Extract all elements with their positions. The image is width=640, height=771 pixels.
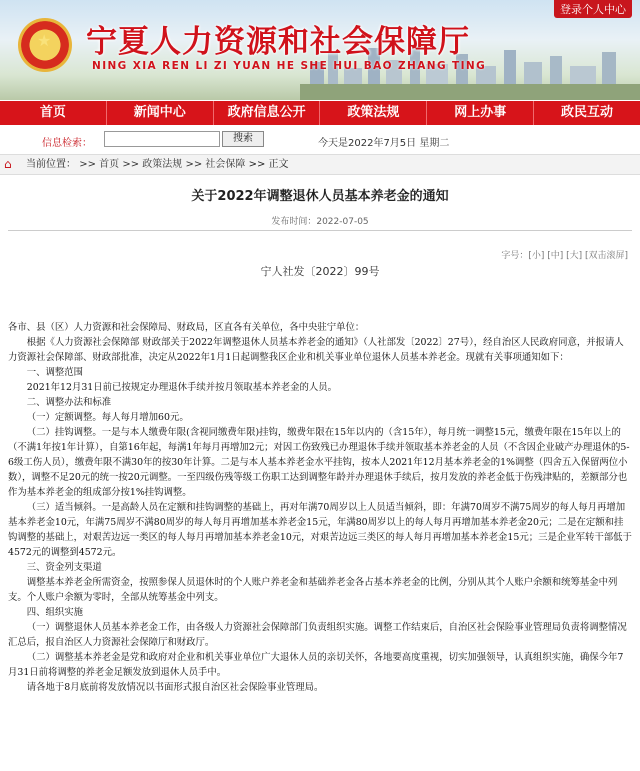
nav-item-news[interactable]: 新闻中心 — [107, 101, 214, 125]
paragraph: 调整基本养老金所需资金，按照参保人员退休时的个人账户养老金和基础养老金各占基本养老金的比例，分别从其个人账户余额和统筹基金中列支。个人账户余额为零时，全部从统筹基金中列支。 — [8, 577, 618, 603]
search-button[interactable]: 搜索 — [222, 131, 264, 147]
search-label: 信息检索： — [42, 138, 92, 149]
nav-item-home[interactable]: 首页 — [0, 101, 107, 125]
divider — [8, 230, 632, 231]
nav-item-policy[interactable]: 政策法规 — [320, 101, 427, 125]
home-icon: ⌂ — [4, 157, 12, 171]
site-pinyin: NING XIA REN LI ZI YUAN HE SHE HUI BAO ZHANG TING — [92, 60, 487, 72]
nav-item-gov-info[interactable]: 政府信息公开 — [214, 101, 321, 125]
section-heading: 二、调整办法和标准 — [26, 397, 112, 408]
main-nav — [0, 101, 640, 125]
font-size-tools[interactable]: 字号：[小] [中] [大] [双击滚屏] — [501, 251, 628, 261]
search-bar — [0, 128, 640, 152]
paragraph: 各市、县（区）人力资源和社会保障局、财政局，区直各有关单位，各中央驻宁单位： — [8, 322, 365, 333]
paragraph: （三）适当倾斜。一是高龄人员在定额和挂钩调整的基础上，再对年满70周岁以上人员适当倾斜，即：年满70周岁不满75周岁的每人每月再增加基本养老金10元，年满75周岁不满80周岁的每人每月再增加基本养老金15元，年满80周岁以上的每人每月再增加基本养老金20元；二是在定额和挂钩调整的基础上，对艰苦边远一类区的每人每月再增加基本养老金10元，对艰苦边远三类区的每人每月再增加基本养老金15元；三是企业军转干部低于4572元的调整到4572元。 — [8, 502, 632, 558]
paragraph: （二）挂钩调整。一是与本人缴费年限(含视同缴费年限)挂钩，缴费年限在15年以内的（含15年），每月统一调整15元，缴费年限在15年以上的（不满1年按1年计算），自第16年起，每满1年每月再增加2元；对因工伤致残已办理退休手续并领取基本养老金的人员（不含因企业破产办理退休的5-6级工伤人员），缴费年限不满30年的按30年计算。二是与本人基本养老金水平挂钩，按本人2021年12月基本养老金的1%调整（四舍五入保留两位小数），调整不足20元的统一按20元调整。一至四级伤残等级工伤职工达到调整年龄并办理退休手续后，按月发放的养老金低于伤残津贴的，差额部分也作为基本养老金的组成部分按1%挂钩调整。 — [8, 427, 630, 498]
site-title: 宁夏人力资源和社会保障厅 — [86, 24, 470, 60]
document-number: 宁人社发〔2022〕99号 — [260, 265, 380, 278]
nav-item-online-service[interactable]: 网上办事 — [427, 101, 534, 125]
paragraph: 请各地于8月底前将发放情况以书面形式报自治区社会保险事业管理局。 — [26, 682, 324, 693]
article-body — [8, 320, 632, 695]
breadcrumb-home[interactable]: >> 首页 — [79, 159, 120, 170]
breadcrumb-current: >> 正文 — [248, 159, 289, 170]
site-header — [0, 0, 640, 100]
section-heading: 三、资金列支渠道 — [26, 562, 102, 573]
article-title: 关于2022年调整退休人员基本养老金的通知 — [191, 189, 449, 204]
paragraph: （一）定额调整。每人每月增加60元。 — [26, 412, 189, 423]
breadcrumb — [0, 154, 640, 175]
breadcrumb-policy[interactable]: >> 政策法规 — [122, 159, 183, 170]
search-input[interactable] — [104, 131, 220, 147]
national-emblem-icon: ★ — [18, 18, 72, 72]
breadcrumb-prefix: 当前位置： — [26, 159, 76, 170]
paragraph: 根据《人力资源社会保障部 财政部关于2022年调整退休人员基本养老金的通知》（人社部发〔2022〕27号），经自治区人民政府同意，并报请人力资源社会保障部、财政部批准，决定从2022年1月1日起调整我区企业和机关事业单位退休人员基本养老金。现就有关事项通知如下： — [8, 337, 624, 363]
login-button[interactable]: 登录个人中心 — [554, 0, 632, 18]
paragraph: （二）调整基本养老金是党和政府对企业和机关事业单位广大退休人员的亲切关怀，各地要高度重视，切实加强领导，认真组织实施，确保今年7月31日前将调整的养老金足额发放到退休人员手中。 — [8, 652, 624, 678]
section-heading: 一、调整范围 — [26, 367, 84, 378]
nav-item-interaction[interactable]: 政民互动 — [561, 105, 614, 120]
paragraph: 2021年12月31日前已按规定办理退休手续并按月领取基本养老金的人员。 — [26, 382, 338, 393]
today-date: 今天是2022年7月5日 星期二 — [318, 138, 450, 149]
section-heading: 四、组织实施 — [26, 607, 84, 618]
paragraph: （一）调整退休人员基本养老金工作，由各级人力资源社会保障部门负责组织实施。调整工作结束后，自治区社会保险事业管理局负责将调整情况汇总后，报自治区人力资源社会保障厅和财政厅。 — [8, 622, 627, 648]
publish-date: 发布时间：2022-07-05 — [271, 217, 369, 227]
breadcrumb-social-security[interactable]: >> 社会保障 — [185, 159, 246, 170]
